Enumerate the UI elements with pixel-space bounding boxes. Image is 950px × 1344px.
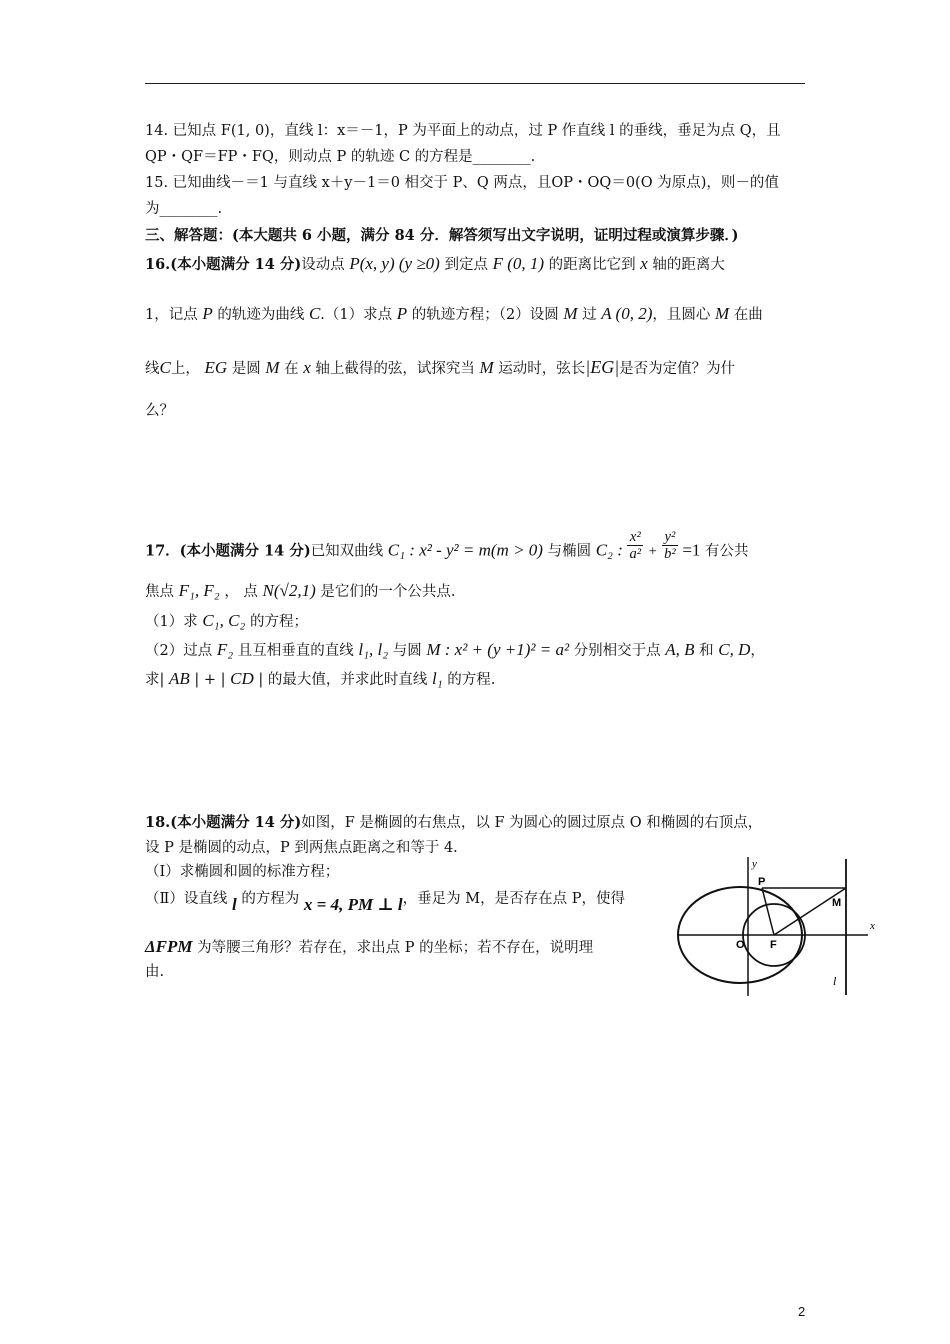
text: ，垂足为 M，是否存在点 P，使得	[402, 891, 625, 907]
math: C	[159, 358, 171, 377]
math: P	[202, 304, 213, 323]
math: M	[479, 358, 494, 377]
text: 如图，F 是椭圆的右焦点，以 F 为圆心的圆过原点 O 和椭圆的右顶点，	[301, 815, 763, 831]
math: P(x, y) (y ≥0)	[349, 254, 440, 273]
math: +	[647, 543, 658, 560]
q14-line1: 14. 已知点 F(1, 0)，直线 l：x＝－1，P 为平面上的动点，过 P 作直线 l 的垂线，垂足为点 Q，且	[145, 123, 781, 139]
q18-line6: 由.	[145, 964, 165, 980]
math: C₁, C₂	[202, 611, 246, 630]
math: A, B	[665, 640, 695, 659]
q18-line3: （Ⅰ）求椭圆和圆的标准方程；	[145, 864, 340, 880]
q16-line1	[145, 255, 725, 274]
q16-heading: 16.(本小题满分 14 分)	[145, 256, 302, 273]
q17-line5	[145, 670, 495, 689]
math: P	[396, 304, 408, 323]
q16-line4: 么？	[145, 403, 174, 419]
segment-PF	[762, 888, 774, 935]
text: （1）求	[145, 614, 198, 630]
text: ， 点	[224, 584, 258, 600]
text: | 的最大值，并求此时直线	[258, 672, 428, 688]
math: |EG|	[585, 357, 620, 377]
text: 有公共	[705, 543, 749, 560]
q17-line4	[145, 641, 765, 660]
q18-line5	[145, 938, 593, 957]
text: 到定点	[444, 257, 488, 273]
text: | + |	[194, 672, 226, 688]
text: .（1）求点	[320, 307, 393, 323]
text: 线	[145, 361, 160, 377]
math: x	[303, 358, 311, 377]
math: M : x² + (y +1)² = a²	[426, 640, 570, 659]
math: M	[563, 304, 578, 323]
q18-line2: 设 P 是椭圆的动点，P 到两焦点距离之和等于 4.	[145, 840, 458, 856]
text: 在曲	[733, 307, 763, 323]
text: 已知双曲线	[310, 543, 384, 560]
text: 焦点	[145, 584, 174, 600]
text: 与圆	[392, 643, 422, 659]
math: C, D	[718, 640, 751, 659]
math: x	[640, 254, 648, 273]
text: 设动点	[301, 257, 345, 273]
text: 的方程；	[249, 614, 308, 630]
q18-heading: 18.(本小题满分 14 分)	[145, 814, 302, 831]
text: 的方程.	[447, 672, 496, 688]
q15-line1: 15. 已知曲线－＝1 与直线 x＋y－1＝0 相交于 P、Q 两点，且OP・OQ＝0(O 为原点)，则－的值	[145, 175, 779, 191]
label-O: O	[736, 939, 745, 951]
q17-heading: 17．(本小题满分 14 分)	[145, 542, 311, 560]
text: 是否为定值？为什	[619, 361, 736, 377]
header-rule	[145, 83, 805, 84]
text: ，且圆心	[652, 307, 711, 323]
text: 是圆	[231, 361, 261, 377]
text: 为等腰三角形？若存在，求出点 P 的坐标；若不存在，说明理	[197, 940, 594, 956]
text: 的距离比它到	[548, 257, 636, 273]
text: 运动时，弦长	[498, 361, 586, 377]
text: 求|	[145, 672, 165, 688]
math: C₂ :	[595, 540, 623, 560]
math: M	[715, 304, 730, 323]
text: 和	[699, 643, 714, 659]
q17-line3	[145, 612, 308, 631]
math: F₂	[216, 640, 234, 659]
label-l: l	[833, 974, 837, 988]
q16-line2	[145, 305, 763, 324]
text: 且互相垂直的直线	[237, 643, 354, 659]
math: AB	[169, 669, 190, 688]
math: l₁	[431, 669, 443, 688]
fraction-x2-a2	[627, 529, 643, 562]
math: A (0, 2)	[601, 304, 653, 323]
text: （Ⅱ）设直线	[145, 891, 228, 907]
text: 在	[284, 361, 299, 377]
q18-line1	[145, 814, 762, 832]
math: C	[308, 304, 321, 323]
q15-line2: 为________.	[145, 201, 223, 217]
numerator: y²	[662, 529, 678, 546]
text: 是它们的一个公共点.	[320, 584, 456, 600]
text: 轴的距离大	[652, 257, 725, 273]
ellipse-figure	[676, 853, 882, 998]
label-P: P	[758, 876, 766, 888]
text: （2）过点	[145, 643, 213, 659]
math: C₁ : x² - y² = m(m > 0)	[387, 540, 543, 560]
math: F (0, 1)	[492, 254, 545, 273]
page-number: 2	[798, 1304, 806, 1319]
label-F: F	[770, 939, 777, 951]
text: 分别相交于点	[573, 643, 661, 659]
math: ΔFPM	[145, 937, 193, 956]
text: 的方程为	[241, 891, 300, 907]
text: 轴上截得的弦，试探究当	[315, 361, 475, 377]
text: 上，	[170, 361, 200, 377]
text: ，	[750, 643, 765, 659]
math: =1	[682, 540, 701, 560]
math: CD	[230, 669, 254, 688]
q14-line2: QP・QF＝FP・FQ，则动点 P 的轨迹 C 的方程是________.	[145, 149, 536, 165]
label-M: M	[832, 897, 842, 909]
math: x = 4, PM ⊥ l	[303, 895, 403, 914]
text: 的轨迹为曲线	[217, 307, 305, 323]
math: EG	[204, 358, 228, 377]
label-x: x	[870, 920, 875, 932]
math: l₁, l₂	[358, 640, 389, 659]
text: 过	[582, 307, 597, 323]
q16-line3	[145, 358, 735, 378]
text: 1，记点	[145, 307, 198, 323]
math: F₁, F₂	[178, 581, 220, 600]
denominator: b²	[664, 546, 676, 562]
segment-FM	[774, 888, 846, 935]
q17-line1	[145, 529, 749, 562]
numerator: x²	[627, 529, 643, 546]
denominator: a²	[629, 546, 642, 562]
q18-line4	[145, 889, 625, 914]
q17-line2	[145, 582, 456, 601]
text: 与椭圆	[547, 543, 592, 560]
text: 的轨迹方程；（2）设圆	[411, 307, 559, 323]
section-heading: 三、解答题：(本大题共 6 小题，满分 84 分．解答须写出文字说明，证明过程或演算步骤．)	[145, 227, 739, 244]
label-y: y	[752, 858, 757, 870]
math: N(√2,1)	[262, 581, 316, 600]
math: M	[265, 358, 280, 377]
math: l	[231, 895, 237, 914]
fraction-y2-b2	[662, 529, 678, 562]
